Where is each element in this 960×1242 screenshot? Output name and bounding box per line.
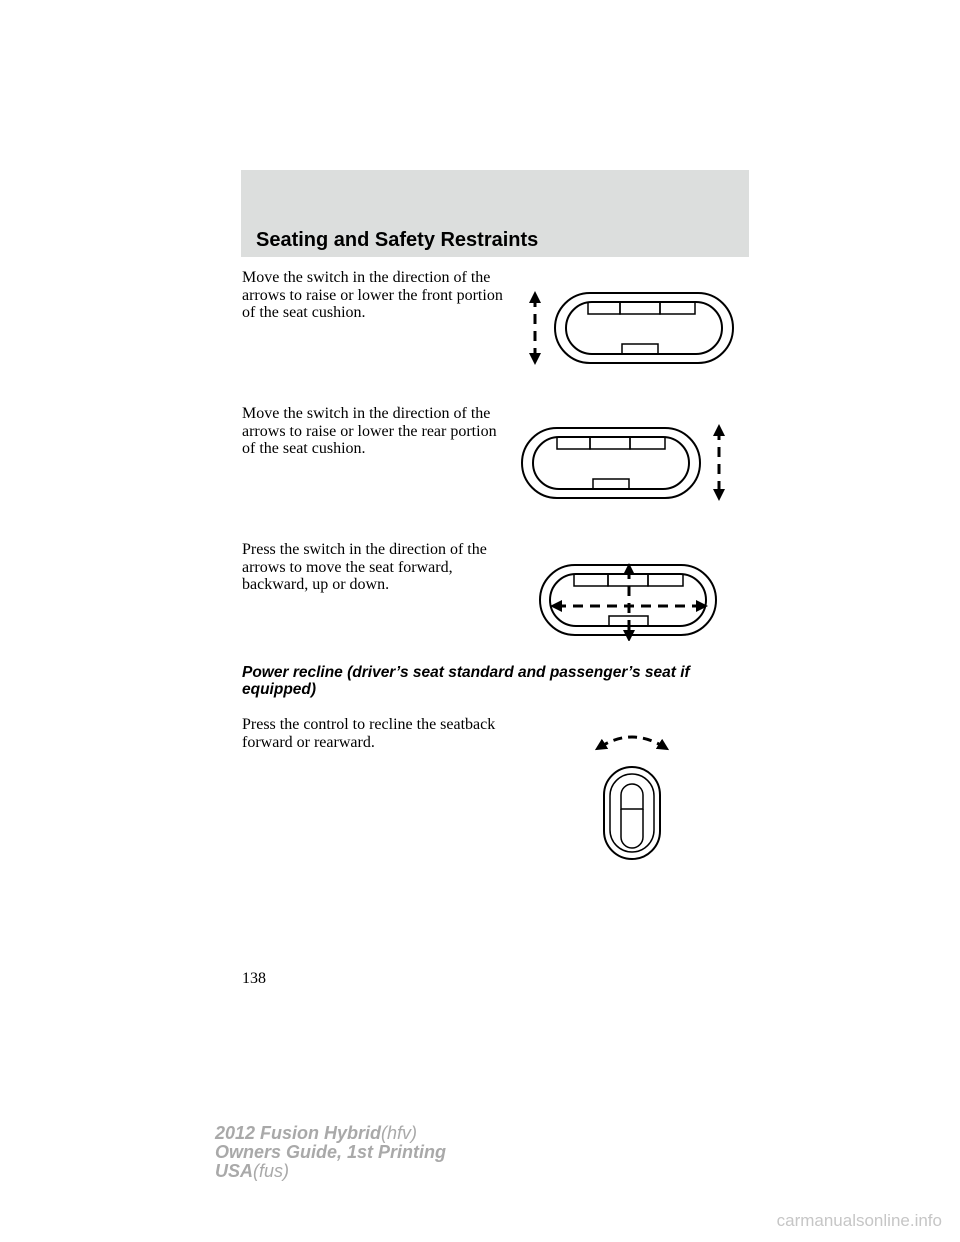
recline-switch-icon bbox=[604, 767, 660, 859]
page-number: 138 bbox=[242, 970, 266, 987]
front-cushion-switch-figure bbox=[520, 285, 740, 371]
footer-guide: Owners Guide, 1st Printing bbox=[215, 1142, 447, 1162]
footer bbox=[215, 1124, 446, 1181]
recline-text: Press the control to recline the seatback forward or rearward. bbox=[242, 716, 496, 751]
seat-move-switch-figure bbox=[538, 561, 718, 641]
section-title: Seating and Safety Restraints bbox=[256, 229, 539, 251]
seat-switch-icon bbox=[555, 293, 733, 363]
rear-cushion-text: Move the switch in the direction of the arrows to raise or lower the rear portion of the seat cushion. bbox=[242, 405, 497, 457]
footer-region-line bbox=[215, 1162, 446, 1181]
footer-model-code: (hfv) bbox=[381, 1123, 418, 1143]
seat-switch-icon bbox=[522, 428, 700, 498]
front-cushion-text: Move the switch in the direction of the arrows to raise or lower the front portion of the seat cushion. bbox=[242, 269, 503, 321]
recline-switch-figure bbox=[592, 725, 672, 865]
footer-model-line bbox=[215, 1124, 446, 1143]
power-recline-heading: Power recline (driver’s seat standard and passenger’s seat if equipped) bbox=[242, 664, 690, 698]
seat-move-text: Press the switch in the direction of the arrows to move the seat forward, backward, up or down. bbox=[242, 541, 487, 593]
footer-region-code: (fus) bbox=[253, 1161, 290, 1181]
rear-cushion-switch-figure bbox=[520, 422, 740, 502]
footer-model: 2012 Fusion Hybrid bbox=[215, 1123, 382, 1143]
curved-arrow-icon bbox=[600, 737, 664, 747]
watermark: carmanualsonline.info bbox=[776, 1211, 942, 1230]
footer-region: USA bbox=[215, 1161, 254, 1181]
